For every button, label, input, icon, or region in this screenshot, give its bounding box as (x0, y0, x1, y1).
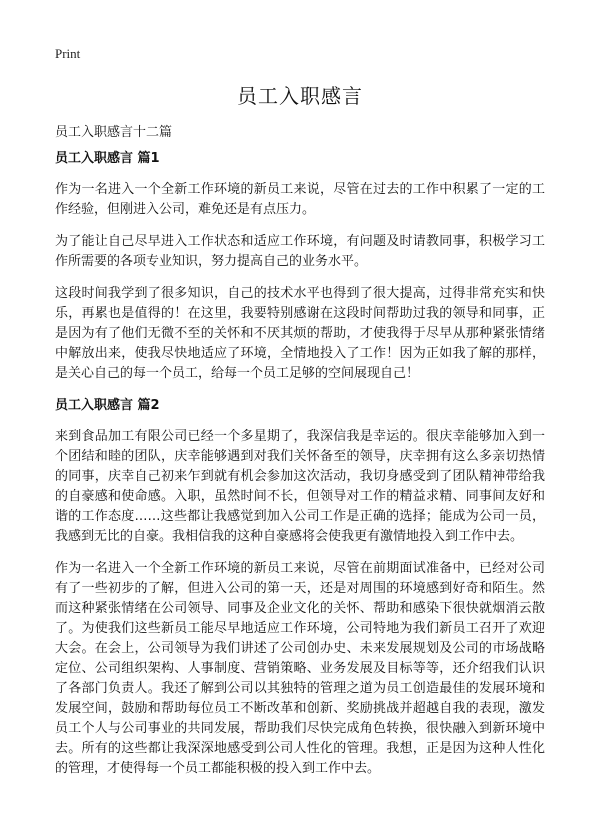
paragraph: 这段时间我学到了很多知识，自己的技术水平也得到了很大提高，过得非常充实和快乐，再累也是值得的！在这里，我要特别感谢在这段时间帮助过我的领导和同事，正是因为有了他们无微不至的关怀和不厌其烦的帮助，才使我得于尽早从那种紧张情绪中解放出来，使我尽快地适应了环境，全情地投入了工作！因为正如我了解的那样，是关心自己的每一个员工，给每一个员工足够的空间展现自己！ (55, 286, 545, 381)
section-heading: 员工入职感言 篇2 (55, 398, 160, 413)
print-link[interactable]: Print (55, 46, 81, 61)
paragraph: 作为一名进入一个全新工作环境的新员工来说，尽管在前期面试准备中，已经对公司有了一些初步的了解，但进入公司的第一天，还是对周围的环境感到好奇和陌生。然而这种紧张情绪在公司领导、同事及企业文化的关怀、帮助和感染下很快就烟消云散了。为使我们这些新员工能尽早地适应工作环境，公司特地为我们新员工召开了欢迎大会。在会上，公司领导为我们讲述了公司创办史、未来发展规划及公司的市场战略定位、公司组织架构、人事制度、营销策略、业务发展及目标等等，还介绍我们认识了各部门负责人。我还了解到公司以其独特的管理之道为员工创造最佳的发展环境和发展空间，鼓励和帮助每位员工不断改革和创新、奖励挑战并超越自我的表现，激发员工个人与公司事业的共同发展，帮助我们尽快完成角色转换，很快融入到新环境中去。所有的这些都让我深深地感受到公司人性化的管理。我想，正是因为这种人性化的管理，才使得每一个员工都能积极的投入到工作中去。 (55, 561, 545, 776)
section-1 (55, 149, 545, 384)
section-2 (55, 396, 545, 779)
paragraph: 为了能让自己尽早进入工作状态和适应工作环境，有问题及时请教同事，积极学习工作所需要的各项专业知识，努力提高自己的业务水平。 (55, 234, 545, 269)
page-title: 员工入职感言 (237, 84, 363, 108)
paragraph: 作为一名进入一个全新工作环境的新员工来说，尽管在过去的工作中积累了一定的工作经验，但刚进入公司，难免还是有点压力。 (55, 182, 545, 217)
document-body (55, 149, 545, 791)
paragraph: 来到食品加工有限公司已经一个多星期了，我深信我是幸运的。很庆幸能够加入到一个团结和睦的团队，庆幸能够遇到对我们关怀备至的领导，庆幸拥有这么多亲切热情的同事，庆幸自己初来乍到就有机会参加这次活动，我切身感受到了团队精神带给我的自豪感和使命感。入职，虽然时间不长，但领导对工作的精益求精、同事间友好和谐的工作态度……这些都让我感觉到加入公司工作是正确的选择；能成为公司一员，我感到无比的自豪。我相信我的这种自豪感将会使我更有激情地投入到工作中去。 (55, 429, 545, 544)
section-heading: 员工入职感言 篇1 (55, 151, 160, 166)
document-subtitle: 员工入职感言十二篇 (55, 125, 173, 140)
